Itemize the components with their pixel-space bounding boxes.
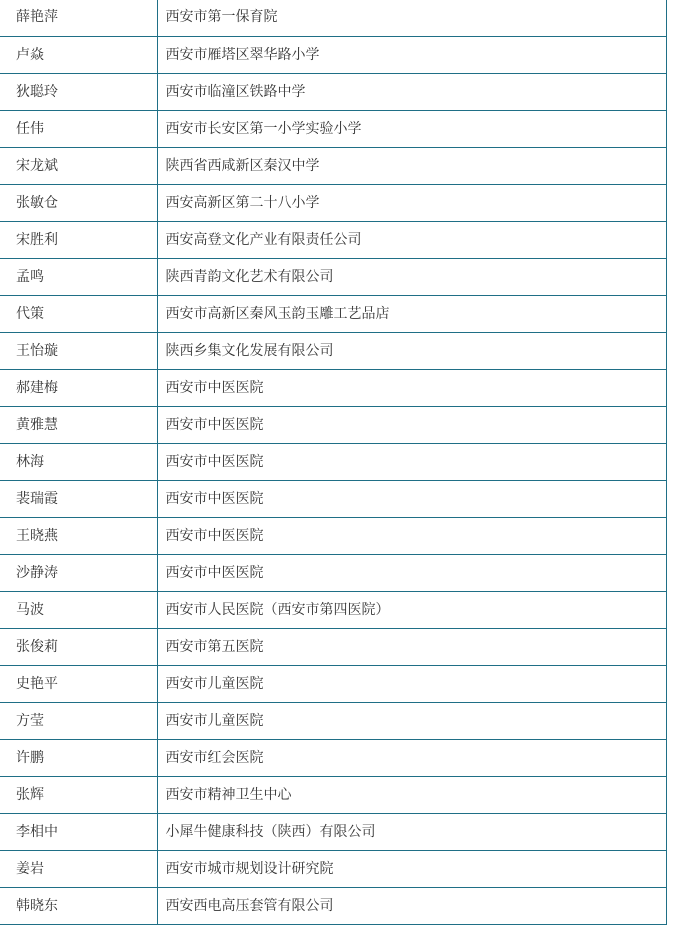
organization-cell: 西安高登文化产业有限责任公司 <box>157 221 666 258</box>
table-row <box>0 443 666 480</box>
table-row <box>0 554 666 591</box>
person-name-cell: 宋胜利 <box>0 221 157 258</box>
organization-cell: 陕西乡集文化发展有限公司 <box>157 332 666 369</box>
person-name-cell: 张辉 <box>0 776 157 813</box>
table-row <box>0 110 666 147</box>
organization-cell: 西安市城市规划设计研究院 <box>157 850 666 887</box>
organization-cell: 西安市长安区第一小学实验小学 <box>157 110 666 147</box>
table-row <box>0 73 666 110</box>
organization-cell: 陕西青韵文化艺术有限公司 <box>157 258 666 295</box>
table-row <box>0 776 666 813</box>
table-row <box>0 517 666 554</box>
table-row <box>0 0 666 36</box>
person-name-cell: 孟鸣 <box>0 258 157 295</box>
person-name-cell: 韩晓东 <box>0 887 157 924</box>
table-row <box>0 702 666 739</box>
table-row <box>0 147 666 184</box>
person-name-cell: 代策 <box>0 295 157 332</box>
person-name-cell: 王晓燕 <box>0 517 157 554</box>
person-name-cell: 薛艳萍 <box>0 0 157 36</box>
person-name-cell: 姜岩 <box>0 850 157 887</box>
table-row <box>0 406 666 443</box>
person-name-cell: 史艳平 <box>0 665 157 702</box>
person-name-cell: 任伟 <box>0 110 157 147</box>
organization-cell: 西安市雁塔区翠华路小学 <box>157 36 666 73</box>
person-name-cell: 宋龙斌 <box>0 147 157 184</box>
table-row <box>0 813 666 850</box>
person-name-cell: 裴瑞霞 <box>0 480 157 517</box>
table-row <box>0 332 666 369</box>
organization-cell: 西安高新区第二十八小学 <box>157 184 666 221</box>
person-name-cell: 林海 <box>0 443 157 480</box>
table-row <box>0 628 666 665</box>
organization-cell: 西安市人民医院（西安市第四医院） <box>157 591 666 628</box>
person-name-cell: 沙静涛 <box>0 554 157 591</box>
person-name-cell: 张俊莉 <box>0 628 157 665</box>
organization-cell: 小犀牛健康科技（陕西）有限公司 <box>157 813 666 850</box>
table-row <box>0 295 666 332</box>
person-name-cell: 张敏仓 <box>0 184 157 221</box>
organization-cell: 西安市中医医院 <box>157 554 666 591</box>
table-row <box>0 36 666 73</box>
table-row <box>0 739 666 776</box>
person-name-cell: 郝建梅 <box>0 369 157 406</box>
organization-cell: 西安市儿童医院 <box>157 702 666 739</box>
organization-cell: 西安市中医医院 <box>157 517 666 554</box>
organization-cell: 西安西电高压套管有限公司 <box>157 887 666 924</box>
table-row <box>0 258 666 295</box>
organization-cell: 西安市高新区秦风玉韵玉雕工艺品店 <box>157 295 666 332</box>
table-row <box>0 184 666 221</box>
organization-cell: 陕西省西咸新区秦汉中学 <box>157 147 666 184</box>
table-row <box>0 887 666 924</box>
organization-cell: 西安市中医医院 <box>157 369 666 406</box>
table-row <box>0 850 666 887</box>
organization-cell: 西安市中医医院 <box>157 443 666 480</box>
table-row <box>0 480 666 517</box>
person-name-cell: 黄雅慧 <box>0 406 157 443</box>
organization-cell: 西安市临潼区铁路中学 <box>157 73 666 110</box>
organization-cell: 西安市中医医院 <box>157 480 666 517</box>
organization-cell: 西安市儿童医院 <box>157 665 666 702</box>
table-row <box>0 591 666 628</box>
organization-cell: 西安市中医医院 <box>157 406 666 443</box>
organization-cell: 西安市红会医院 <box>157 739 666 776</box>
person-name-cell: 李相中 <box>0 813 157 850</box>
person-name-cell: 卢焱 <box>0 36 157 73</box>
person-name-cell: 狄聪玲 <box>0 73 157 110</box>
person-name-cell: 许鹏 <box>0 739 157 776</box>
table-row <box>0 665 666 702</box>
table-row <box>0 369 666 406</box>
table-row <box>0 221 666 258</box>
person-name-cell: 王怡璇 <box>0 332 157 369</box>
person-name-cell: 方莹 <box>0 702 157 739</box>
organization-cell: 西安市精神卫生中心 <box>157 776 666 813</box>
organization-cell: 西安市第一保育院 <box>157 0 666 36</box>
person-name-cell: 马波 <box>0 591 157 628</box>
organization-cell: 西安市第五医院 <box>157 628 666 665</box>
